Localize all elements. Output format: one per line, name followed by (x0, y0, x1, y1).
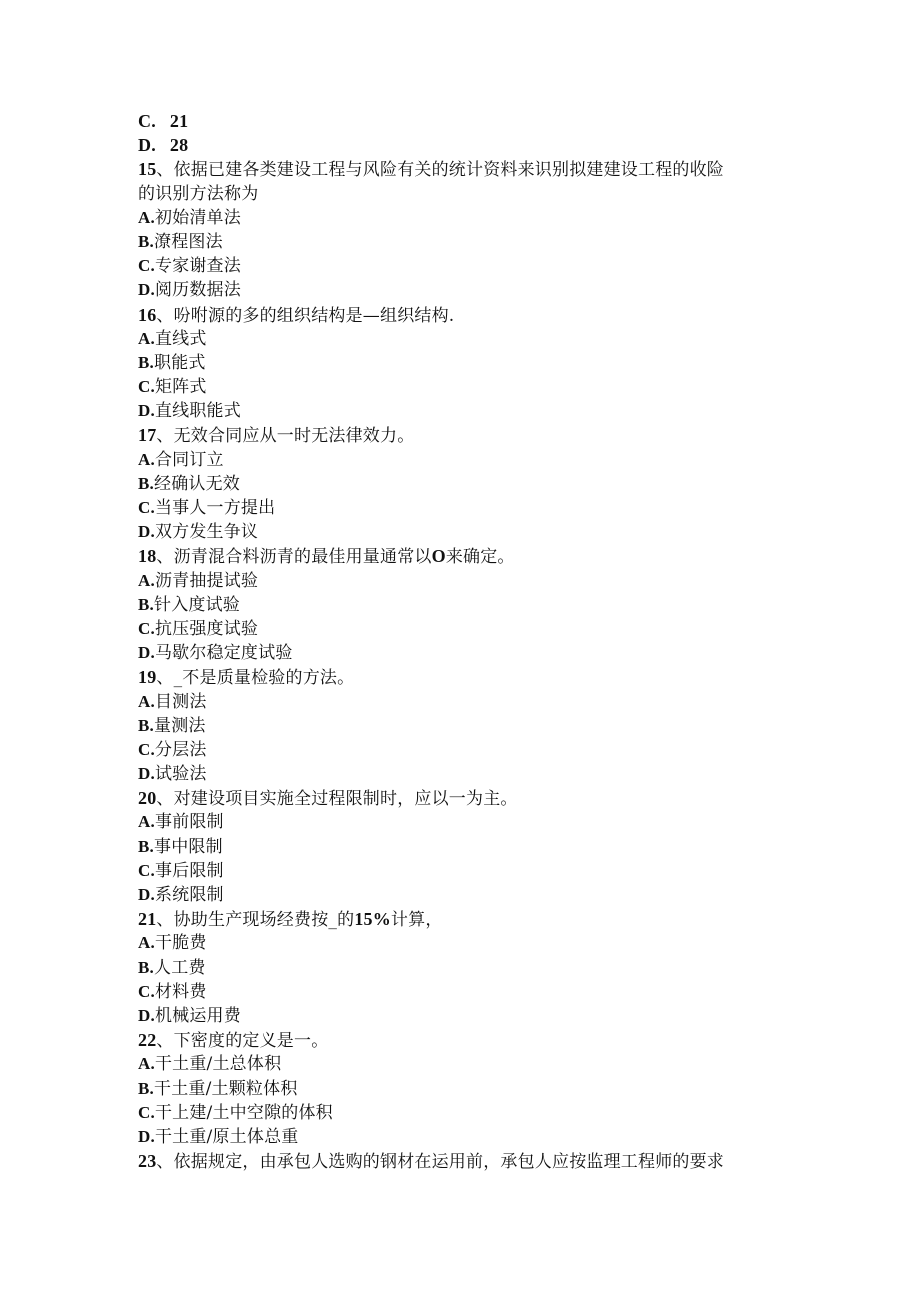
option-b (138, 351, 798, 375)
option-letter: D. (138, 885, 155, 904)
option-text: 合同订立 (154, 449, 224, 470)
question-text: 、_不是质量检验的方法。 (156, 668, 355, 689)
option-letter: C. (138, 860, 155, 880)
question-text: 、无效合同应从一时无法律效力。 (156, 426, 415, 447)
question-number: 18 (138, 546, 157, 567)
option-letter: A. (138, 812, 155, 832)
document-page (138, 109, 798, 1173)
option-letter: C. (138, 111, 156, 131)
question-number: 21 (138, 909, 157, 930)
option-d (138, 278, 798, 302)
option-b (138, 956, 798, 980)
option-letter: C. (138, 1102, 155, 1122)
option-letter: B. (138, 957, 154, 977)
option-a (138, 569, 798, 593)
option-a (138, 448, 798, 472)
option-c (138, 738, 798, 762)
option-text: 阅历数据法 (154, 280, 241, 301)
option-letter: D. (138, 135, 156, 156)
option-c (138, 1101, 798, 1125)
option-letter: A. (138, 570, 155, 590)
question-number: 15 (138, 159, 157, 180)
option-text: 沥青抽提试验 (154, 570, 259, 591)
option-letter: A. (138, 328, 155, 348)
option-text: 分层法 (154, 739, 207, 760)
option-text: 直线式 (154, 328, 207, 349)
option-a (138, 1052, 798, 1076)
option-letter: A. (138, 207, 155, 227)
option-letter: B. (138, 231, 154, 251)
option-letter: A. (138, 933, 155, 953)
option-text: 专家谢查法 (154, 256, 241, 277)
option-a (138, 206, 798, 230)
question-16-stem (138, 303, 798, 327)
option-text: 马歇尔稳定度试验 (154, 643, 293, 664)
option-d (138, 520, 798, 544)
option-text: 事前限制 (154, 812, 224, 833)
question-21-stem (138, 907, 798, 931)
option-c (138, 375, 798, 399)
option-c (138, 617, 798, 641)
question-number: 22 (138, 1030, 157, 1051)
option-letter: D. (138, 280, 155, 300)
question-text: 来确定。 (445, 547, 515, 568)
option-text: 28 (169, 135, 189, 156)
option-a (138, 690, 798, 714)
question-text: 、依据已建各类建设工程与风险有关的统计资料来识别拟建建设工程的收险 (156, 160, 725, 181)
option-letter: B. (138, 836, 154, 856)
option-text: 人工费 (154, 957, 206, 978)
option-letter: D. (138, 764, 155, 784)
option-a (138, 810, 798, 834)
option-letter: D. (138, 1126, 155, 1146)
option-text: 机械运用费 (154, 1005, 241, 1026)
question-20-stem (138, 786, 798, 810)
option-letter: A. (138, 1054, 155, 1074)
option-text: 经确认无效 (154, 473, 240, 494)
option-letter: C. (138, 618, 155, 638)
option-letter: B. (138, 352, 154, 372)
question-number: 16 (138, 304, 157, 325)
option-c (138, 980, 798, 1004)
question-17-stem (138, 423, 798, 447)
question-23-stem (138, 1149, 798, 1173)
option-letter: B. (138, 715, 154, 735)
question-text: 、吩咐源的多的组织结构是—组织结构. (156, 305, 455, 326)
question-number: 17 (138, 425, 157, 446)
option-a (138, 327, 798, 351)
option-text: 直线职能式 (154, 401, 241, 422)
option-c (138, 254, 798, 278)
option-b (138, 835, 798, 859)
option-letter: C. (138, 739, 155, 759)
option-c (138, 859, 798, 883)
option-text: 针入度试验 (154, 594, 240, 615)
option-d (138, 883, 798, 907)
question-15-stem (138, 157, 798, 181)
option-text: 干脆费 (154, 933, 207, 954)
option-a (138, 931, 798, 955)
option-text: 干上建/土中空隙的体积 (154, 1102, 333, 1123)
option-letter: A. (138, 449, 155, 469)
question-text: 、下密度的定义是一。 (156, 1031, 329, 1052)
question-text: 、沥青混合料沥青的最佳用量通常以 (156, 547, 432, 568)
option-text: 职能式 (154, 352, 206, 373)
option-text: 21 (169, 111, 189, 131)
option-text: 试验法 (154, 764, 207, 785)
question-18-stem (138, 544, 798, 568)
option-text: 量测法 (154, 715, 206, 736)
option-text: 干土重/土总体积 (154, 1054, 282, 1075)
option-letter: D. (138, 643, 155, 663)
option-b (138, 1077, 798, 1101)
option-text: 系统限制 (154, 885, 224, 905)
option-c (138, 109, 798, 133)
question-number: 23 (138, 1151, 157, 1172)
option-text: 目测法 (154, 691, 207, 712)
question-text-bold: O (431, 546, 446, 567)
option-d (138, 762, 798, 786)
option-text: 干土重/土颗粒体积 (154, 1078, 298, 1099)
option-b (138, 593, 798, 617)
option-text: 抗压强度试验 (154, 618, 259, 639)
option-text: 事中限制 (154, 836, 223, 857)
option-letter: B. (138, 473, 154, 493)
question-text: 计算， (390, 910, 443, 931)
option-b (138, 714, 798, 738)
option-text: 事后限制 (154, 860, 224, 881)
option-letter: B. (138, 594, 154, 614)
question-text-bold: 15% (354, 909, 391, 930)
option-c (138, 496, 798, 520)
option-text: 潦程图法 (154, 231, 223, 252)
option-b (138, 230, 798, 254)
option-letter: C. (138, 256, 155, 276)
option-text: 矩阵式 (154, 377, 207, 398)
option-text: 干土重/原土体总重 (154, 1126, 299, 1147)
question-text: 、依据规定，由承包人选购的钢材在运用前，承包人应按监理工程师的要求 (156, 1152, 725, 1173)
question-text: 的识别方法称为 (138, 183, 259, 204)
option-letter: C. (138, 377, 155, 397)
option-letter: D. (138, 401, 155, 421)
option-letter: B. (138, 1078, 154, 1098)
option-text: 材料费 (154, 981, 207, 1002)
option-text: 当事人一方提出 (154, 498, 276, 518)
question-text: 、协助生产现场经费按_的 (156, 910, 355, 931)
option-d (138, 1125, 798, 1149)
question-number: 19 (138, 667, 157, 688)
option-b (138, 472, 798, 496)
question-22-stem (138, 1028, 798, 1052)
option-d (138, 399, 798, 423)
option-letter: C. (138, 498, 155, 517)
question-number: 20 (138, 788, 157, 809)
question-text: 、对建设项目实施全过程限制时，应以一为主。 (156, 789, 518, 810)
option-text: 初始清单法 (154, 207, 241, 228)
question-15-stem-cont (138, 182, 798, 206)
option-d (138, 1004, 798, 1028)
option-letter: A. (138, 691, 155, 711)
option-d (138, 641, 798, 665)
option-text: 双方发生争议 (154, 522, 259, 543)
question-19-stem (138, 665, 798, 689)
option-letter: D. (138, 1005, 155, 1025)
option-letter: D. (138, 522, 155, 542)
option-d (138, 133, 798, 157)
option-letter: C. (138, 981, 155, 1001)
